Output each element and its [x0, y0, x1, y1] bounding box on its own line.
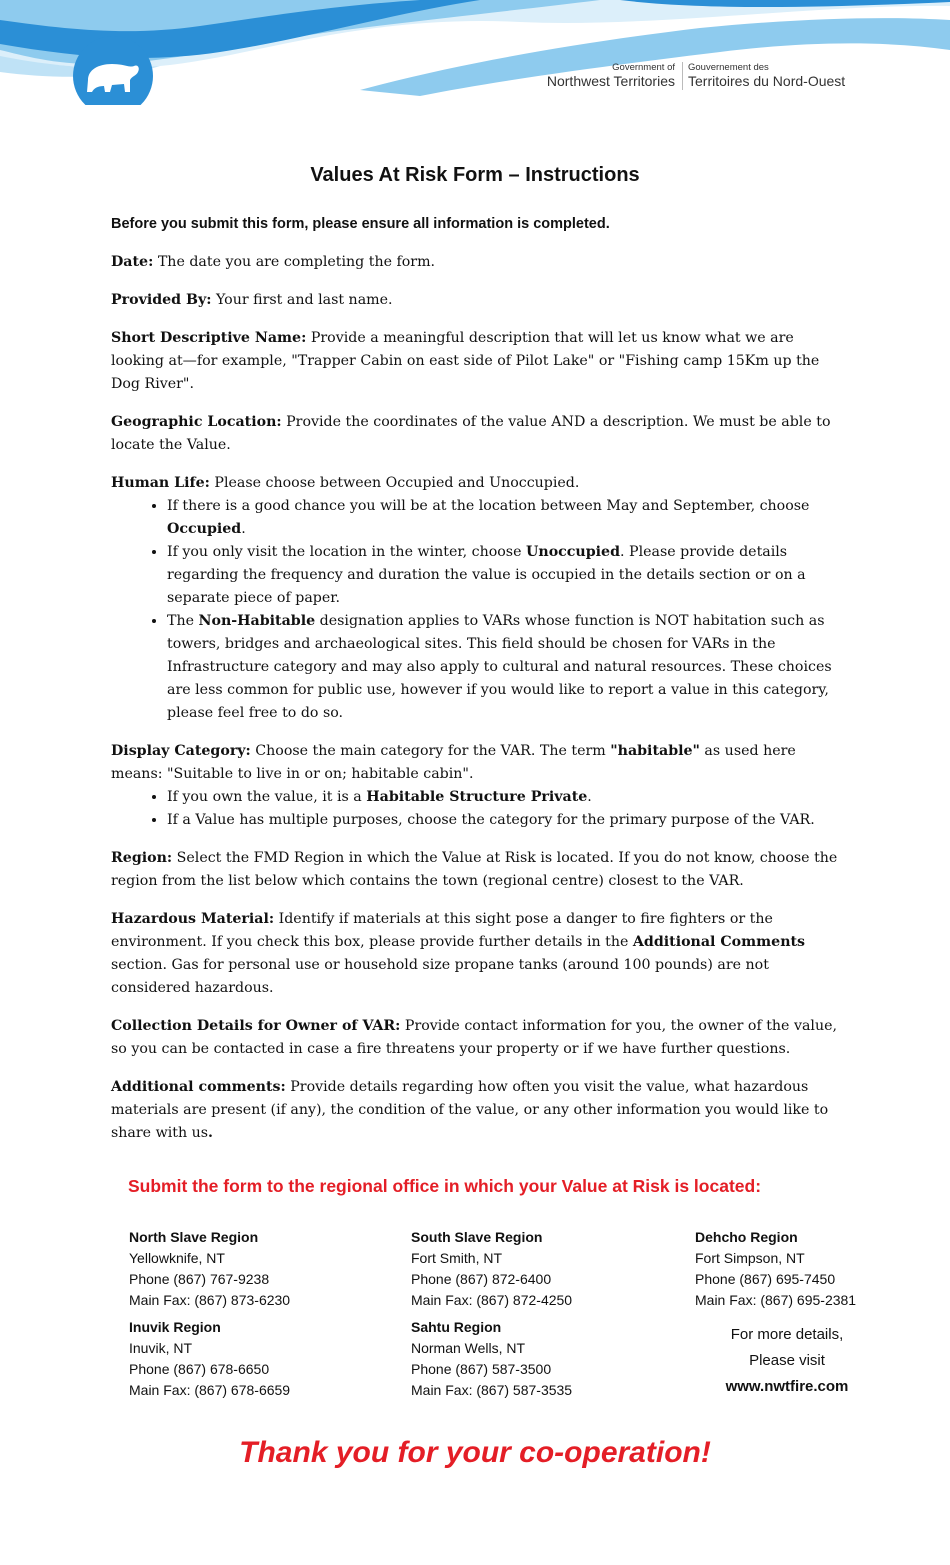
office-sahtu — [411, 1317, 572, 1401]
header-banner — [0, 0, 950, 105]
list-item: • If you own the value, it is a Habitable Structure Private. — [167, 786, 841, 809]
field-label: Geographic Location: — [111, 414, 282, 430]
office-town: Yellowknife, NT — [129, 1250, 225, 1266]
gov-fr-small: Gouvernement des — [688, 62, 769, 73]
office-phone: Phone (867) 678-6650 — [129, 1361, 270, 1377]
intro-text: Before you submit this form, please ensure all information is completed. — [111, 216, 610, 232]
list-item: • If a Value has multiple purposes, choose the category for the primary purpose of the VAR. — [167, 809, 841, 832]
more-line2: Please visit — [749, 1352, 825, 1369]
field-label: Provided By: — [111, 292, 212, 308]
field-text: Please choose between Occupied and Unoccupied. — [209, 475, 580, 491]
office-town: Fort Smith, NT — [411, 1250, 503, 1266]
gov-en-big: Northwest Territories — [546, 73, 675, 89]
office-fax: Main Fax: (867) 873-6230 — [129, 1292, 291, 1308]
submit-heading: Submit the form to the regional office in which your Value at Risk is located: — [128, 1176, 762, 1196]
office-north-slave — [129, 1227, 290, 1311]
office-phone: Phone (867) 872-6400 — [411, 1271, 552, 1287]
office-fax: Main Fax: (867) 587-3535 — [411, 1382, 573, 1398]
field-label: Region: — [111, 850, 173, 866]
office-town: Inuvik, NT — [129, 1340, 193, 1356]
field-short-name — [111, 327, 841, 396]
field-text: Provide contact information for you, the owner of the value, so you can be contacted in case a fire threatens your property or if we have further questions. — [111, 1018, 838, 1057]
list-item: • If you only visit the location in the winter, choose Unoccupied. Please provide details regarding the frequency and duration the value is occupied in the details section or on a separate piece of paper. — [167, 541, 841, 610]
gov-fr-wordmark — [688, 62, 845, 89]
office-region: South Slave Region — [411, 1229, 543, 1245]
office-region: Inuvik Region — [129, 1319, 221, 1335]
office-region: Dehcho Region — [695, 1229, 798, 1245]
office-region: North Slave Region — [129, 1229, 259, 1245]
field-date — [111, 251, 841, 274]
field-collection — [111, 1015, 841, 1061]
instructions-body — [111, 213, 841, 1160]
gov-fr-big: Territoires du Nord-Ouest — [688, 73, 846, 89]
human-life-list — [111, 495, 841, 725]
field-label: Additional comments: — [111, 1079, 286, 1095]
field-label: Short Descriptive Name: — [111, 330, 307, 346]
field-text: Select the FMD Region in which the Value at Risk is located. If you do not know, choose the region from the list below which contains the town (regional centre) closest to the VAR. — [111, 850, 838, 889]
office-dehcho — [695, 1227, 856, 1311]
office-phone: Phone (867) 587-3500 — [411, 1361, 552, 1377]
more-line1: For more details, — [730, 1326, 844, 1343]
field-label: Hazardous Material: — [111, 911, 275, 927]
field-label: Date: — [111, 254, 154, 270]
gov-en-wordmark — [547, 62, 675, 89]
office-fax: Main Fax: (867) 872-4250 — [411, 1292, 573, 1308]
field-additional: Additional comments: Provide details regarding how often you visit the value, what hazardous materials are present (if any), the condition of the value, or any other information you would like to share with us. — [111, 1079, 829, 1141]
display-category-list — [111, 786, 841, 832]
field-label: Display Category: — [111, 743, 251, 759]
field-human-life — [111, 472, 841, 495]
office-inuvik — [129, 1317, 290, 1401]
thank-you-message: Thank you for your co-operation! — [239, 1436, 711, 1469]
gov-en-small: Government of — [612, 62, 675, 73]
list-item: • The Non-Habitable designation applies to VARs whose function is NOT habitation such as towers, bridges and archaeological sites. This field should be chosen for VARs in the Infrastructure category and may also apply to cultural and natural resources. These choices are less common for public use, however if you would like to report a value in this category, please feel free to do so. — [167, 610, 841, 725]
field-label: Human Life: — [111, 475, 210, 491]
wordmark-divider — [682, 62, 683, 90]
office-south-slave — [411, 1227, 572, 1311]
office-region: Sahtu Region — [411, 1319, 502, 1335]
field-region — [111, 847, 841, 893]
field-text: Your first and last name. — [211, 292, 393, 308]
field-text: Provide a meaningful description that will let us know what we are looking at—for example, "Trapper Cabin on east side of Pilot Lake" or "Fishing camp 15Km up the Dog River". — [111, 330, 820, 392]
office-town: Norman Wells, NT — [411, 1340, 526, 1356]
list-item: • If there is a good chance you will be at the location between May and September, choose Occupied. — [167, 495, 841, 541]
field-label: Collection Details for Owner of VAR: — [111, 1018, 401, 1034]
more-details — [696, 1322, 878, 1400]
page-title: Values At Risk Form – Instructions — [310, 164, 640, 186]
field-text: Provide details regarding how often you visit the value, what hazardous materials are present (if any), the condition of the value, or any other information you would like to share with us — [111, 1079, 829, 1141]
office-phone: Phone (867) 767-9238 — [129, 1271, 270, 1287]
office-fax: Main Fax: (867) 695-2381 — [695, 1292, 857, 1308]
office-town: Fort Simpson, NT — [695, 1250, 805, 1266]
office-phone: Phone (867) 695-7450 — [695, 1271, 836, 1287]
field-display-category: Display Category: Choose the main category for the VAR. The term "habitable" as used here means: "Suitable to live in or on; habitable cabin". — [111, 743, 796, 782]
website-link[interactable]: www.nwtfire.com — [725, 1378, 849, 1395]
office-fax: Main Fax: (867) 678-6659 — [129, 1382, 291, 1398]
field-hazardous: Hazardous Material: Identify if materials at this sight pose a danger to fire fighters or the environment. If you check this box, please provide further details in the Additional Comments section. Gas for personal use or household size propane tanks (around 100 pounds) are not considered hazardous. — [111, 911, 806, 996]
field-provided-by — [111, 289, 841, 312]
field-text: Provide the coordinates of the value AND a description. We must be able to locate the Value. — [111, 414, 831, 453]
field-text: The date you are completing the form. — [153, 254, 436, 270]
field-geo-location — [111, 411, 841, 457]
